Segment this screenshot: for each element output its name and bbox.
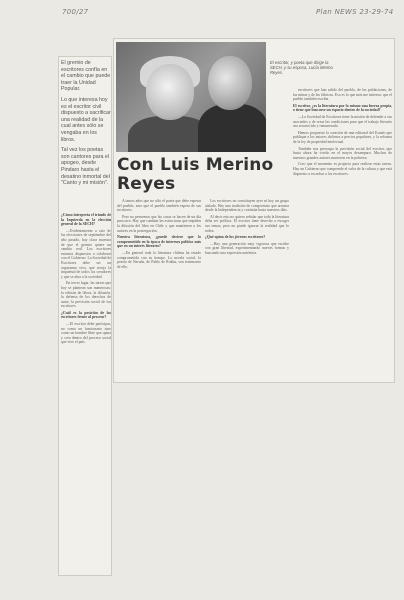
portrait-photo [116,42,266,152]
photo-caption: El escritor, y poeta que dirige la SECH, y su esposa, Lucía Merino Reyes. [270,60,333,76]
photo-woman-face [146,64,194,120]
article-paragraph: —La Sociedad de Escritores tiene la misión de defender a sus asociados y de crear las condiciones para que el trabajo literario sea reconocido y remunerado. [293,114,392,129]
article-column-a [61,213,111,573]
article-paragraph: A tantos años que no sólo el poeta que debe esperar del pueblo, sino que el pueblo también espera de sus escritores. [117,199,201,213]
article-paragraph: Los escritores no constituyen ayer ni hoy un grupo aislado. Hay una tradición de compromiso que arranca desde la Independencia y continúa hasta nuestros días. [205,199,289,213]
article-paragraph: —Evidentemente a raíz de las elecciones de septiembre del año pasado, hay clara muestra de que el gremio quiere un cambio real. Los escritores estamos dispuestos a colaborar con el Gobierno. La Sociedad de Escritores debe ser un organismo vivo, que recoja la inquietud de todos los creadores y que se abra a la sociedad. [61,228,111,279]
article-paragraph: —En general toda la literatura chilena ha estado comprometida con su tiempo. La novela social, la poesía de Neruda, de Pablo de Rokha, son testimonio de ello. [117,250,201,269]
article-column-d [293,88,392,380]
interview-question: ¿Cómo interpreta el triunfo de la Izquierda en la elección general de la SECH? [61,213,111,227]
intro-paragraph: El gremio de escritores confía en el cambio que puede traer la Unidad Popular. [61,60,111,93]
handwritten-source-note: Plan NEWS 23-29-74 [316,8,394,16]
interview-question: El escritor, ¿es la literatura por lo mismo una fuerza propia, o tiene que buscarse un espacio dentro de la sociedad? [293,103,392,113]
article-paragraph: —El escritor debe participar, no como un funcionario sino como un hombre libre que opina y crea dentro del proceso social que vive el país. [61,322,111,345]
article-paragraph: También nos preocupa la previsión social del escritor, que hasta ahora ha vivido en el mayor desamparo. Muchos de nuestros grandes autores murieron en la pobreza. [293,146,392,160]
handwritten-archive-number: 700/27 [62,8,89,16]
article-paragraph: escritores que han salido del pueblo, de las poblaciones, de las minas y de las fábricas. Eso es lo que más me interesa: que el pueblo también escriba. [293,88,392,102]
article-headline: Con Luis Merino Reyes [117,155,274,194]
interview-question: ¿Qué opina de los jóvenes escritores? [205,235,266,240]
interview-question: Nuestra literatura, ¿puede decirse que lo comprometido en la época de intereses político más que en un interés literario? [117,235,201,249]
photo-man-face [208,56,252,110]
article-paragraph: Hemos propuesto la creación de una editorial del Estado que publique a los autores chilenos a precios populares, y la reforma de la ley de propiedad intelectual. [293,130,392,144]
article-column-c [205,199,289,379]
photo-man-body [198,104,266,152]
intro-paragraph: Lo que interesa hoy es el escritor civil dispuesto a sacrificar una realidad de la cual antes sólo se vengaba en los libros. [61,96,111,143]
article-paragraph: Al decir esto no quiero señalar que toda la literatura deba ser política. El escritor tiene derecho a escoger sus temas, pero no puede ignorar la realidad que lo rodea. [205,214,289,233]
article-paragraph: En tercer lugar, las tareas que hoy se plantean son numerosas: la edición de libros, la difusión, la defensa de los derechos de autor, la previsión social de los escritores. [61,281,111,309]
intro-paragraph: Tal vez los poetas son cantores para el apogeo, desde Pindaro hasta el desatino inmortal del "Canto y mi misión". [61,147,110,187]
article-paragraph: —Hay una generación muy vigorosa que escribe con gran libertad, experimentando nuevas formas y buscando una expresión auténtica. [205,241,289,255]
article-paragraph: Pero no pensemos que las cosas se hacen de un día para otro. Hay que cambiar las estructuras que impiden la difusión del libro en Chile y que mantienen a los autores en la postergación. [117,214,201,233]
article-column-b [117,199,201,379]
interview-question: ¿Cuál es la posición de los escritores frente al proceso? [61,310,111,320]
article-paragraph: Creo que el momento es propicio para realizar estas tareas. Hay un Gobierno que comprende el valor de la cultura y que está dispuesto a escuchar a los escritores. [293,162,392,176]
intro-pull-quotes [61,60,111,191]
